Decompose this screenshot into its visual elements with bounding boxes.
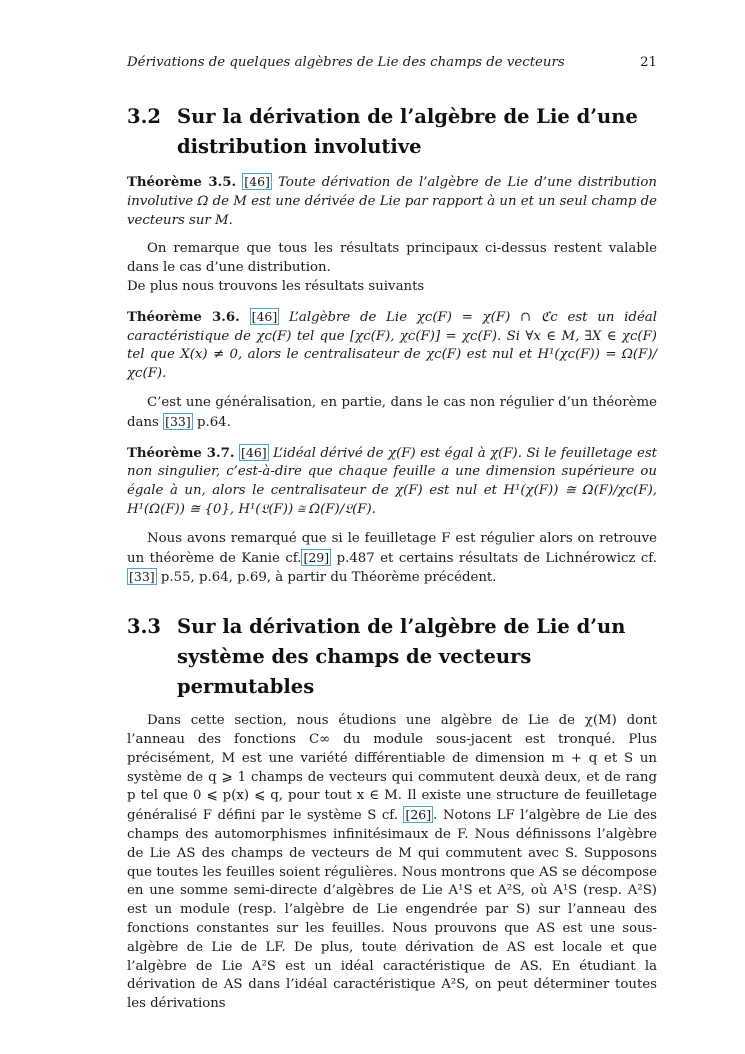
citation-link[interactable]: [46] bbox=[241, 444, 267, 460]
paragraph-text: p.55, p.64, p.69, à partir du Théorème précédent. bbox=[156, 570, 497, 586]
citation-link[interactable]: [26] bbox=[405, 807, 432, 823]
theorem-3-6 bbox=[127, 308, 657, 384]
section-title: Sur la dérivation de l’algèbre de Lie d’une distribution involutive bbox=[177, 105, 638, 158]
theorem-text: Toute dérivation de l’algèbre de Lie d’une distribution involutive Ω de M est une dérivée de Lie par rapport à un et un seul champ de vecteurs sur M. bbox=[127, 175, 657, 228]
paragraph-text: C’est une généralisation, en partie, dans le cas non régulier d’un théorème dans bbox=[127, 394, 657, 430]
paragraph-text: Dans cette section, nous étudions une algèbre de Lie de χ(M) dont l’anneau des fonctions C∞ du module sous-jacent est tronqué. Plus précisément, M est une variété différentiable de dimension m + q et S un système de q ⩾ 1 champs de vecteurs qui commutent deuxà deux, et de rang p tel que 0 ⩽ p(x) ⩽ q, pour tout x ∈ M. Il existe une structure de feuilletage généralisé F défini par le système S cf. bbox=[127, 713, 657, 824]
paragraph-text: Nous avons remarqué que si le feuilletage F est régulier alors on retrouve un théorème de Kanie cf. bbox=[127, 530, 657, 566]
citation-link[interactable]: [46] bbox=[251, 308, 278, 324]
citation-link[interactable]: [29] bbox=[303, 549, 330, 565]
paragraph: De plus nous trouvons les résultats suivants bbox=[127, 278, 425, 294]
theorem-3-5 bbox=[127, 173, 657, 230]
section-heading-3-2 bbox=[127, 102, 657, 162]
running-head bbox=[127, 54, 657, 72]
citation-link[interactable]: [33] bbox=[165, 413, 191, 429]
paragraph bbox=[127, 394, 657, 433]
theorem-label: Théorème 3.7. bbox=[127, 445, 235, 461]
theorem-label: Théorème 3.6. bbox=[127, 309, 240, 325]
paragraph bbox=[127, 530, 657, 588]
page-number: 21 bbox=[640, 55, 657, 70]
paragraph: On remarque que tous les résultats principaux ci-dessus restent valable dans le cas d’une distribution. bbox=[127, 241, 657, 276]
page bbox=[127, 54, 657, 1014]
paragraph-text: . Notons LF l’algèbre de Lie des champs des automorphismes infinitésimaux de F. Nous définissons l’algèbre de Lie AS des champs de vecteurs de M qui commutent avec S. Supposons que toutes les feuilles soient régulières. Nous montrons que AS se décompose en une somme semi-directe d’algèbres de Lie A¹S et A²S, où A¹S (resp. A²S) est un module (resp. l’algèbre de Lie engendrée par S) sur l’anneau des fonctions constantes sur les feuilles. Nous prouvons que AS est une sous-algèbre de Lie de LF. De plus, toute dérivation de AS est locale et que l’algèbre de Lie A²S est un idéal caractéristique de AS. En étudiant la dérivation de AS dans l’idéal caractéristique A²S, on peut déterminer toutes les dérivations bbox=[127, 808, 657, 1012]
theorem-label: Théorème 3.5. bbox=[127, 175, 237, 190]
running-title: Dérivations de quelques algèbres de Lie des champs de vecteurs bbox=[127, 55, 565, 70]
paragraph-text: p.487 et certains résultats de Lichnérowicz cf. bbox=[331, 550, 657, 566]
theorem-3-7 bbox=[127, 444, 657, 520]
paragraph-text: p.64. bbox=[192, 414, 231, 430]
theorem-text: L’algèbre de Lie χc(F) = χ(F) ∩ ℭc est un idéal caractéristique de χc(F) tel que [χc(F), χc(F)] = χc(F). Si ∀x ∈ M, ∃X ∈ χc(F) tel que X(x) ≠ 0, alors le centralisateur de χc(F) est nul et H¹(χc(F)) = Ω(F)/χc(F). bbox=[127, 309, 657, 382]
paragraph bbox=[127, 712, 657, 1014]
citation-link[interactable]: [33] bbox=[129, 569, 155, 585]
citation-link[interactable]: [46] bbox=[244, 174, 270, 189]
section-number: 3.2 bbox=[127, 105, 161, 128]
section-heading-3-3 bbox=[127, 612, 657, 702]
section-number: 3.3 bbox=[127, 615, 161, 639]
theorem-text: L’idéal dérivé de χ(F) est égal à χ(F). Si le feuilletage est non singulier, c’est-à-dire que chaque feuille a une dimension supérieure ou égale à un, alors le centralisateur de χ(F) est nul et H¹(χ(F)) ≅ Ω(F)/χc(F), H¹(Ω(F)) ≅ {0}, H¹(𝔏(F)) ≅ Ω(F)/𝔏(F). bbox=[127, 445, 658, 517]
section-title: Sur la dérivation de l’algèbre de Lie d’un système des champs de vecteurs permutables bbox=[177, 615, 626, 699]
